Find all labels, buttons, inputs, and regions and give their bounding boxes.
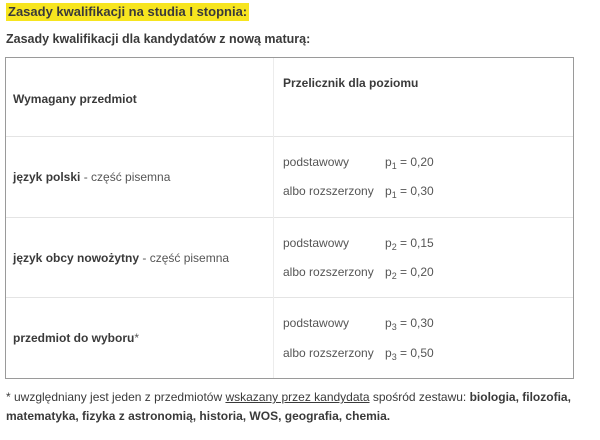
row-divider xyxy=(274,297,573,298)
subheading: Zasady kwalifikacji dla kandydatów z nową maturą: xyxy=(6,32,311,46)
weight-value: $p_2 = 0,20$ xyxy=(385,265,434,281)
footnote xyxy=(6,388,591,426)
row-divider xyxy=(274,136,573,137)
subject-cell xyxy=(13,170,170,184)
level-label: podstawowy xyxy=(283,236,350,250)
row-divider xyxy=(6,217,273,218)
subject-name: język polski xyxy=(13,170,81,184)
header-converter: Przelicznik dla poziomu xyxy=(283,76,419,90)
section-heading: Zasady kwalifikacji na studia I stopnia: xyxy=(8,4,248,19)
weight-value: $p_1 = 0,30$ xyxy=(385,184,434,200)
level-label: albo rozszerzony xyxy=(283,346,374,360)
column-divider xyxy=(273,58,274,378)
level-label: podstawowy xyxy=(283,316,350,330)
row-divider xyxy=(6,136,273,137)
weight-value: $p_3 = 0,30$ xyxy=(385,316,434,332)
level-label: podstawowy xyxy=(283,155,350,169)
qualification-table xyxy=(5,57,574,379)
row-divider xyxy=(6,297,273,298)
weight-value: $p_3 = 0,50$ xyxy=(385,346,434,362)
row-divider xyxy=(274,217,573,218)
footnote-underlined: wskazany przez kandydata xyxy=(225,390,370,404)
footnote-prefix: * uwzględniany jest jeden z przedmiotów xyxy=(6,390,226,404)
header-subject: Wymagany przedmiot xyxy=(13,92,137,106)
subject-name: przedmiot do wyboru xyxy=(13,331,135,345)
subject-note: - część pisemna xyxy=(139,251,230,265)
footnote-subjects: biologia, filozofia, matematyka, fizyka z astronomią, historia, WOS, geografia, chemia. xyxy=(6,390,571,423)
footnote-middle: spośród zestawu: xyxy=(369,390,470,404)
subject-name: język obcy nowożytny xyxy=(13,251,140,265)
level-label: albo rozszerzony xyxy=(283,265,374,279)
subject-note: - część pisemna xyxy=(80,170,171,184)
subject-note: * xyxy=(134,331,140,345)
subject-cell xyxy=(13,331,139,345)
subject-cell xyxy=(13,251,229,265)
weight-value: $p_2 = 0,15$ xyxy=(385,236,434,252)
level-label: albo rozszerzony xyxy=(283,184,374,198)
weight-value: $p_1 = 0,20$ xyxy=(385,155,434,171)
